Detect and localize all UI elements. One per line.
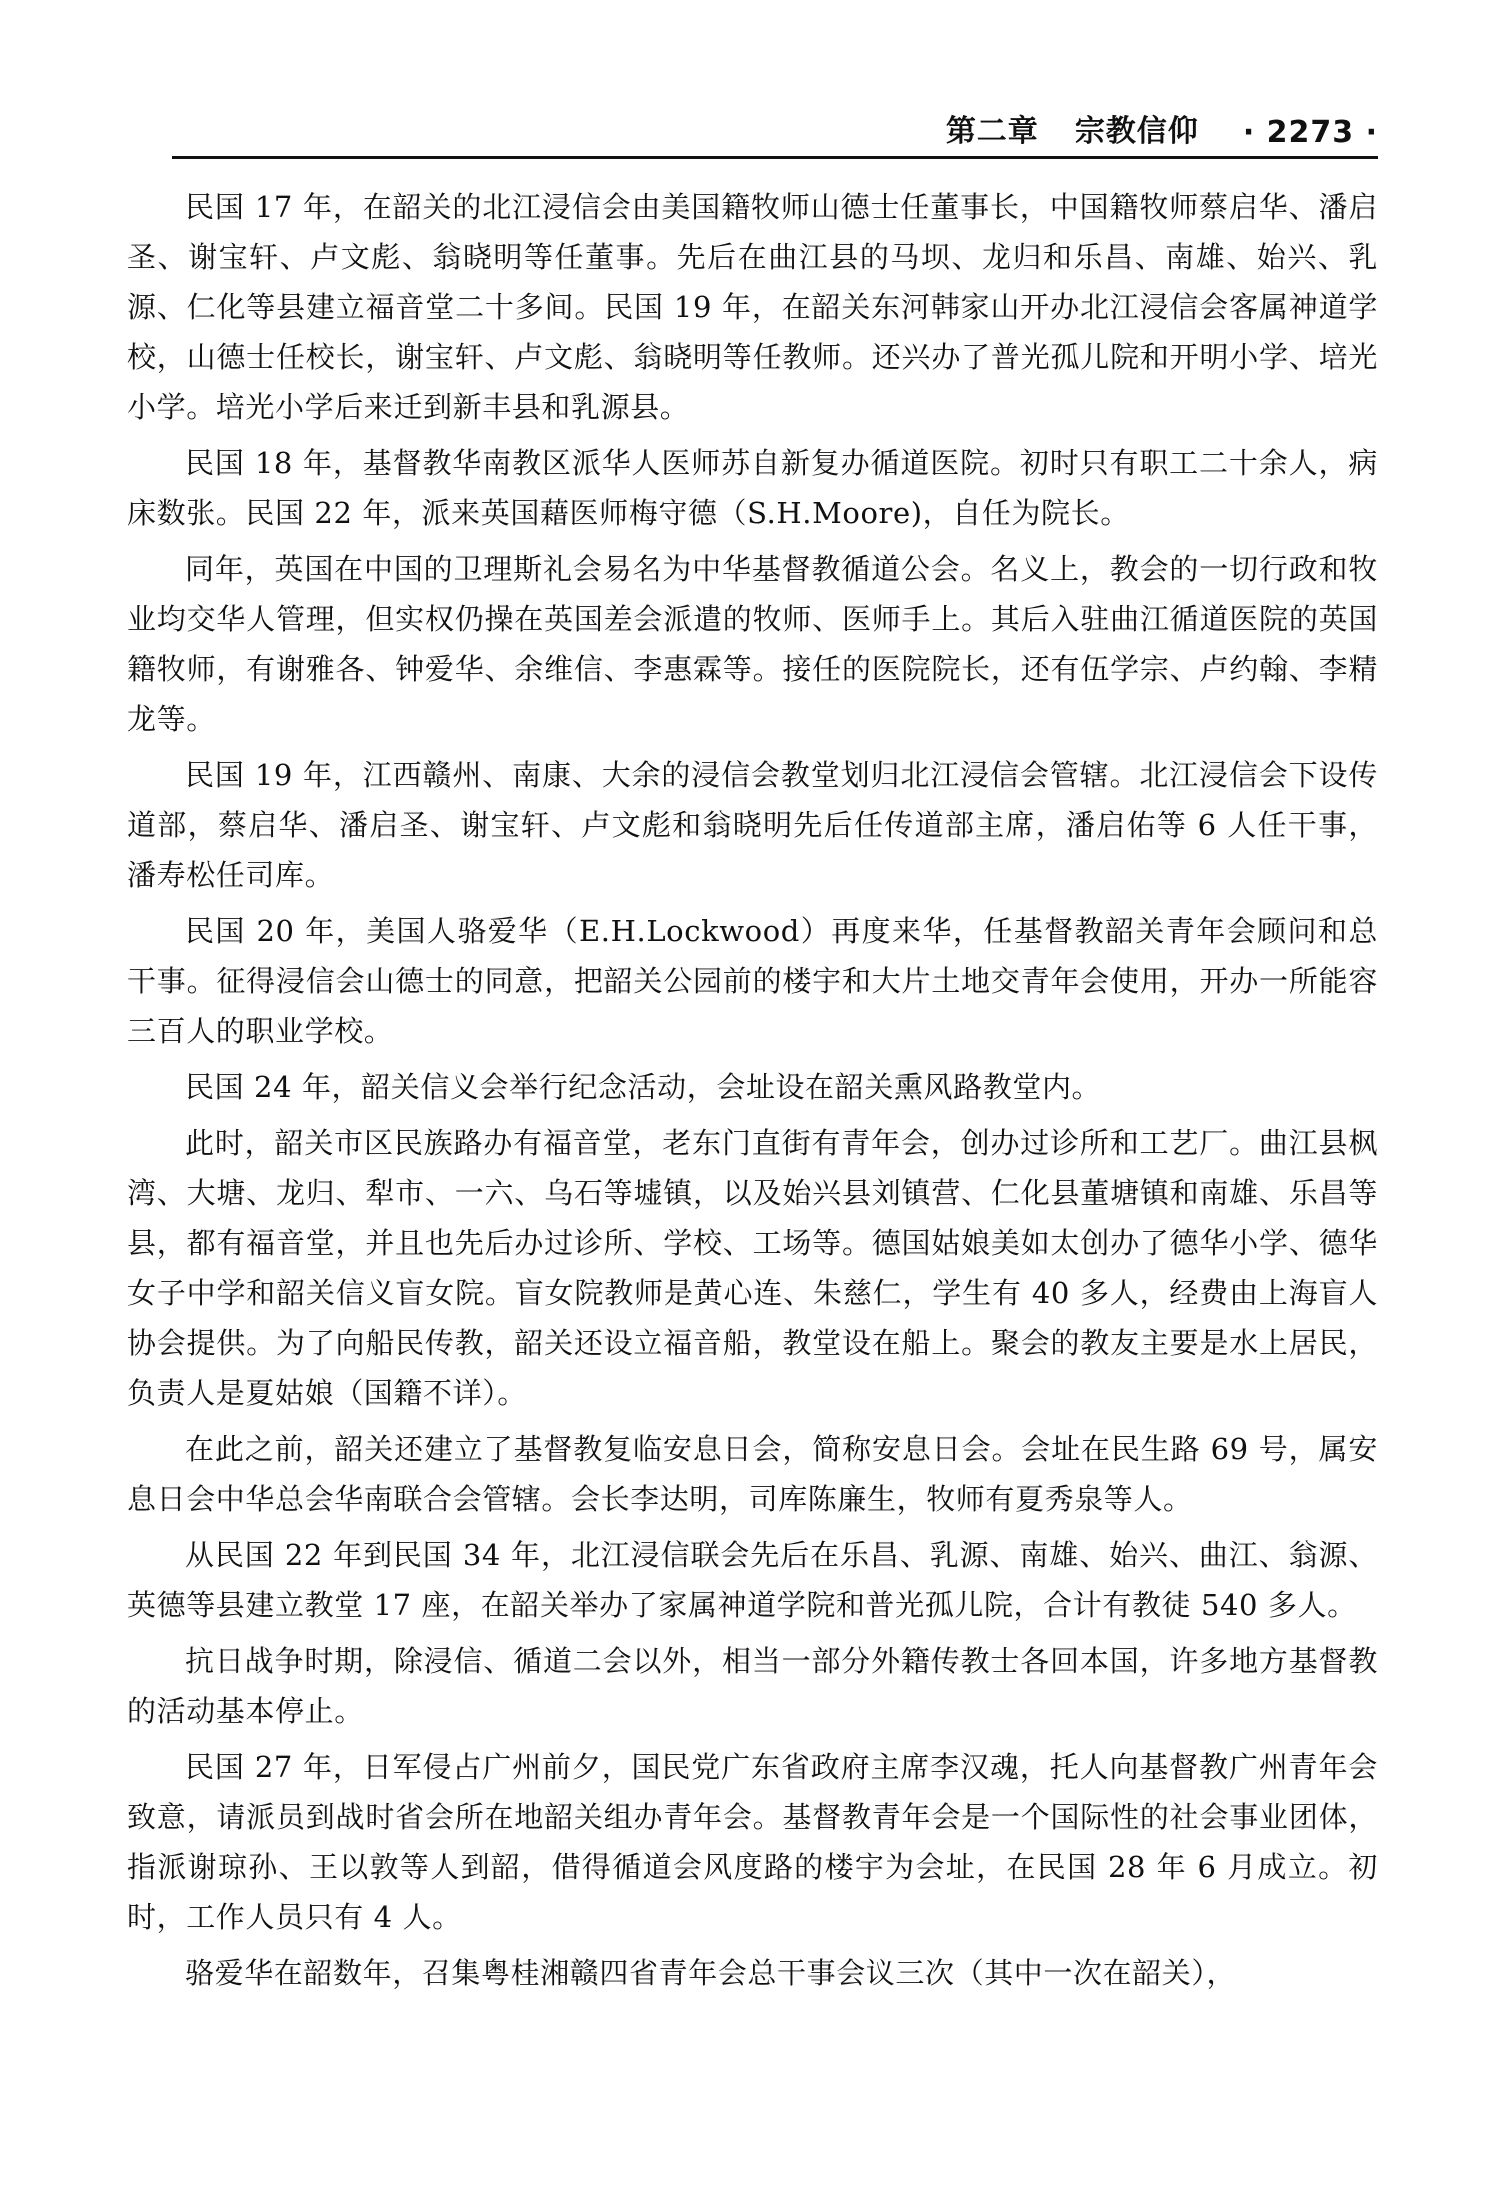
running-head (600, 104, 1378, 150)
paragraph: 民国 20 年，美国人骆爱华（E.H.Lockwood）再度来华，任基督教韶关青年会顾问和总干事。征得浸信会山德士的同意，把韶关公园前的楼宇和大片土地交青年会使用，开办一所能容三百人的职业学校。 (127, 914, 1378, 1048)
paragraph: 民国 27 年，日军侵占广州前夕，国民党广东省政府主席李汉魂，托人向基督教广州青年会致意，请派员到战时省会所在地韶关组办青年会。基督教青年会是一个国际性的社会事业团体，指派谢琼孙、王以敦等人到韶，借得循道会风度路的楼宇为会址，在民国 28 年 6 月成立。初时，工作人员只有 4 人。 (127, 1750, 1378, 1934)
paragraph: 民国 18 年，基督教华南教区派华人医师苏自新复办循道医院。初时只有职工二十余人，病床数张。民国 22 年，派来英国藉医师梅守德（S.H.Moore)，自任为院长。 (127, 446, 1378, 530)
chapter-title: 宗教信仰 (1074, 114, 1199, 149)
paragraph: 民国 24 年，韶关信义会举行纪念活动，会址设在韶关熏风路教堂内。 (185, 1070, 1102, 1104)
paragraph: 抗日战争时期，除浸信、循道二会以外，相当一部分外籍传教士各回本国，许多地方基督教的活动基本停止。 (127, 1644, 1378, 1728)
paragraph: 此时，韶关市区民族路办有福音堂，老东门直街有青年会，创办过诊所和工艺厂。曲江县枫湾、大塘、龙归、犁市、一六、乌石等墟镇，以及始兴县刘镇营、仁化县董塘镇和南雄、乐昌等县，都有福音堂，并且也先后办过诊所、学校、工场等。德国姑娘美如太创办了德华小学、德华女子中学和韶关信义盲女院。盲女院教师是黄心连、朱慈仁，学生有 40 多人，经费由上海盲人协会提供。为了向船民传教，韶关还设立福音船，教堂设在船上。聚会的教友主要是水上居民，负责人是夏姑娘（国籍不详）。 (127, 1126, 1378, 1410)
paragraph: 民国 19 年，江西赣州、南康、大余的浸信会教堂划归北江浸信会管辖。北江浸信会下设传道部，蔡启华、潘启圣、谢宝轩、卢文彪和翁晓明先后任传道部主席，潘启佑等 6 人任干事，潘寿松任司库。 (127, 758, 1378, 892)
header-rule (172, 156, 1378, 159)
paragraph: 从民国 22 年到民国 34 年，北江浸信联会先后在乐昌、乳源、南雄、始兴、曲江、翁源、英德等县建立教堂 17 座，在韶关举办了家属神道学院和普光孤儿院，合计有教徒 540 多人。 (127, 1538, 1378, 1622)
paragraph: 民国 17 年，在韶关的北江浸信会由美国籍牧师山德士任董事长，中国籍牧师蔡启华、潘启圣、谢宝轩、卢文彪、翁晓明等任董事。先后在曲江县的马坝、龙归和乐昌、南雄、始兴、乳源、仁化等县建立福音堂二十多间。民国 19 年，在韶关东河韩家山开办北江浸信会客属神道学校，山德士任校长，谢宝轩、卢文彪、翁晓明等任教师。还兴办了普光孤儿院和开明小学、培光小学。培光小学后来迁到新丰县和乳源县。 (127, 190, 1378, 424)
chapter-label: 第二章 (945, 114, 1039, 149)
page-number: · 2273 · (1242, 115, 1378, 150)
body-text (127, 182, 1378, 2004)
paragraph: 骆爱华在韶数年，召集粤桂湘赣四省青年会总干事会议三次（其中一次在韶关）， (185, 1956, 1237, 1990)
paragraph: 同年，英国在中国的卫理斯礼会易名为中华基督教循道公会。名义上，教会的一切行政和牧业均交华人管理，但实权仍操在英国差会派遣的牧师、医师手上。其后入驻曲江循道医院的英国籍牧师，有谢雅各、钟爱华、余维信、李惠霖等。接任的医院院长，还有伍学宗、卢约翰、李精龙等。 (127, 552, 1378, 736)
paragraph: 在此之前，韶关还建立了基督教复临安息日会，简称安息日会。会址在民生路 69 号，属安息日会中华总会华南联合会管辖。会长李达明，司库陈廉生，牧师有夏秀泉等人。 (127, 1432, 1378, 1516)
